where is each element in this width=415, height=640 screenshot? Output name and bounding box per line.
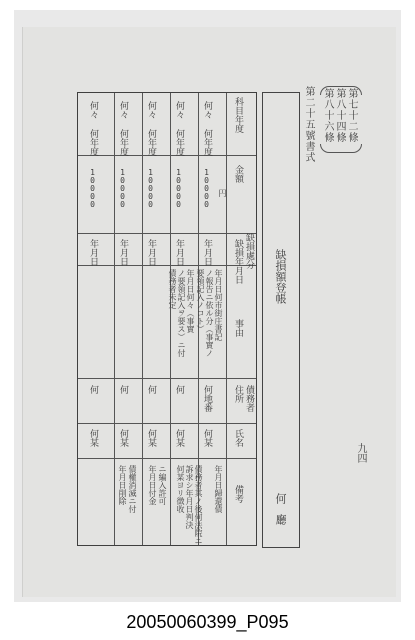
header-bracket-bottom [320, 144, 362, 153]
ledger-office-name: 何廳 [274, 493, 287, 535]
header-debtor: 債務者 [244, 385, 254, 412]
col-divider [170, 93, 171, 545]
ledger-title: 缺損額登帳 [274, 249, 287, 304]
col-divider [114, 93, 115, 545]
row2-year: 何年度 [174, 129, 184, 156]
row1-year: 何年度 [202, 129, 212, 156]
row4-subject: 何々 [118, 101, 128, 119]
header-remarks: 備考 [233, 485, 243, 503]
reason-note: 要領記入ノコト） [196, 269, 205, 333]
row1-subject: 何々 [202, 101, 212, 119]
row2-address: 何 [174, 385, 184, 394]
page-number: 九四 [355, 443, 366, 463]
remarks-note: 何某ヨリ徴收 [176, 465, 185, 513]
row1-amount: 10000 [202, 168, 211, 208]
row3-address: 何 [146, 385, 156, 394]
row3-name: 何某 [146, 429, 156, 447]
remarks-note: 債權消滅ニ付 [128, 465, 137, 513]
form-header-line3: 第八十六條 [322, 88, 333, 143]
remarks-note: 債務者其ノ後何法院ニ [194, 465, 203, 545]
header-name: 氏名 [233, 429, 243, 447]
header-reason: 事由 [233, 319, 243, 337]
header-deficit-date: 缺損年月日 [233, 239, 243, 284]
row1-name: 何某 [202, 429, 212, 447]
row4-year: 何年度 [118, 129, 128, 156]
col-divider [142, 93, 143, 545]
row-divider [78, 155, 256, 156]
row5-name: 何某 [88, 429, 98, 447]
row-divider [78, 458, 256, 459]
remarks-note: ニ編入許可 [158, 465, 167, 505]
row5-amount: 10000 [88, 168, 97, 208]
header-deficit-label: 缺損處分 [244, 233, 254, 269]
image-caption: 20050060399_P095 [126, 612, 289, 632]
reason-note: 年月日何市街庄書記 [214, 269, 223, 341]
row2-date: 年月日 [174, 239, 184, 266]
row5-subject: 何々 [88, 101, 98, 119]
reason-note: 年月日何々（事實 [186, 269, 195, 333]
form-header-line1: 第七十二條 [346, 88, 357, 143]
row4-address: 何 [118, 385, 128, 394]
row4-amount: 10000 [118, 168, 127, 208]
ledger-title-box [262, 92, 300, 548]
form-number: 第二十五號書式 [303, 86, 314, 163]
row2-amount: 10000 [174, 168, 183, 208]
header-address: 住所 [233, 385, 243, 403]
form-header-line2: 第八十四條 [334, 88, 345, 143]
reason-note: ノ報告ニ依ル分（事實ノ [205, 269, 214, 357]
col-divider [226, 93, 227, 545]
header-amount: 金額 [233, 165, 243, 183]
reason-note: ノ要領記入ヲ要ス）ニ付 [177, 269, 186, 357]
row3-amount: 10000 [146, 168, 155, 208]
row3-subject: 何々 [146, 101, 156, 119]
row-divider [78, 378, 256, 379]
row-divider [78, 265, 256, 266]
row1-date: 年月日 [202, 239, 212, 266]
row4-date: 年月日 [118, 239, 128, 266]
row-divider [78, 423, 256, 424]
remarks-note: 訴求シ年月日判決 [185, 465, 194, 529]
row3-year: 何年度 [146, 129, 156, 156]
row1-address: 何地番 [202, 385, 212, 412]
row5-address: 何 [88, 385, 98, 394]
header-fiscal-year: 科目年度 [233, 97, 243, 133]
remarks-note: 年月日付金 [148, 465, 157, 505]
row2-name: 何某 [174, 429, 184, 447]
remarks-note: 年月日削除 [118, 465, 127, 505]
row3-date: 年月日 [146, 239, 156, 266]
ledger-table [77, 92, 257, 546]
header-amount-unit: 円 [218, 189, 227, 197]
row5-date: 年月日 [88, 239, 98, 266]
row2-subject: 何々 [174, 101, 184, 119]
row5-year: 何年度 [88, 129, 98, 156]
row-divider [78, 233, 256, 234]
reason-note: 債務者未定 [168, 269, 177, 309]
remarks-note: 年月日歸還債 [214, 465, 223, 513]
row4-name: 何某 [118, 429, 128, 447]
